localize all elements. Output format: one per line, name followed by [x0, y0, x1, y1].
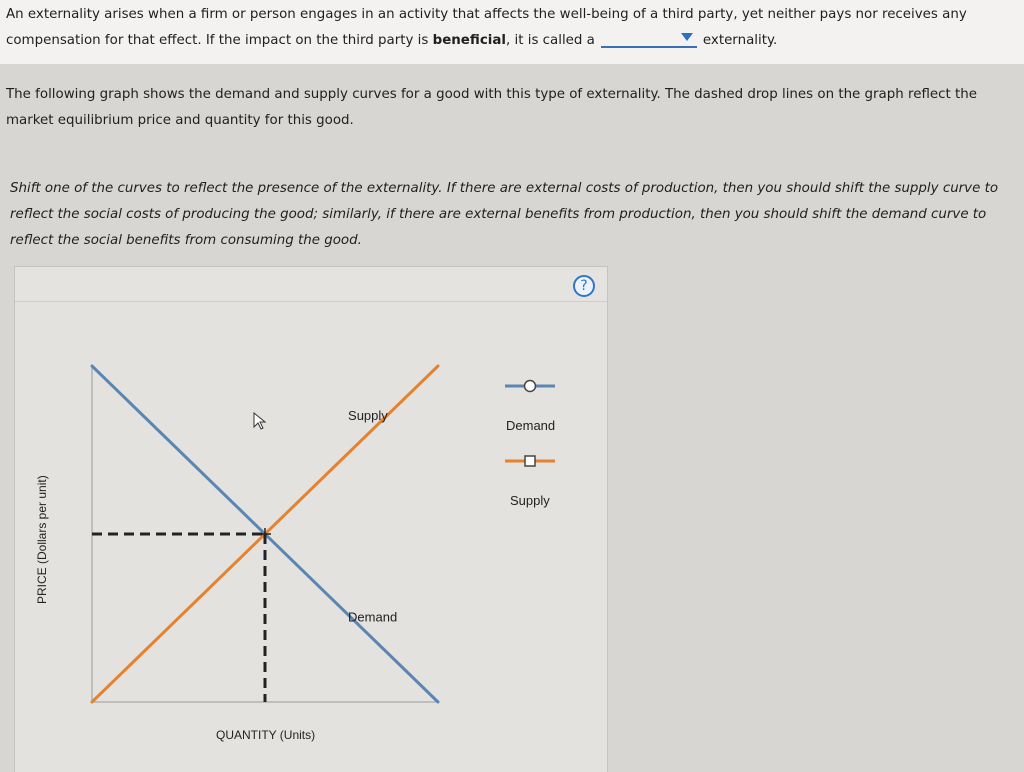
- p1-bold-word: beneficial: [432, 33, 506, 48]
- palette-demand-handle[interactable]: [525, 381, 536, 392]
- palette-demand-label: Demand: [506, 418, 556, 433]
- p1-text-after: externality.: [702, 33, 778, 48]
- demand-curve-label: Demand: [348, 609, 398, 625]
- x-axis-label: QUANTITY (Units): [216, 728, 316, 742]
- p1-text-before: An externality arises when a firm or person engages in an activity that affects the well-being of a third party, yet neither pays nor receives any compensation for that effect. If the impact on the third party is: [6, 7, 967, 48]
- p1-text-mid: , it is called a: [505, 33, 595, 48]
- help-icon[interactable]: ?: [573, 275, 595, 297]
- palette-supply-handle[interactable]: [525, 456, 535, 466]
- instructions-paragraph: Shift one of the curves to reflect the presence of the externality. If there are external costs of production, then you should shift the supply curve to reflect the social costs of producing the good; similarly, if there are external benefits from production, then you should shift the demand curve to reflect the social benefits from consuming the good.: [10, 181, 999, 248]
- mouse-pointer-icon: [252, 412, 266, 430]
- supply-curve-label: Supply: [348, 407, 388, 423]
- question-paragraph-2: The following graph shows the demand and supply curves for a good with this type of externality. The dashed drop lines on the graph reflect the market equilibrium price and quantity for this good.: [6, 87, 977, 128]
- y-axis-label: PRICE (Dollars per unit): [35, 475, 49, 604]
- palette-supply-label: Supply: [510, 493, 550, 508]
